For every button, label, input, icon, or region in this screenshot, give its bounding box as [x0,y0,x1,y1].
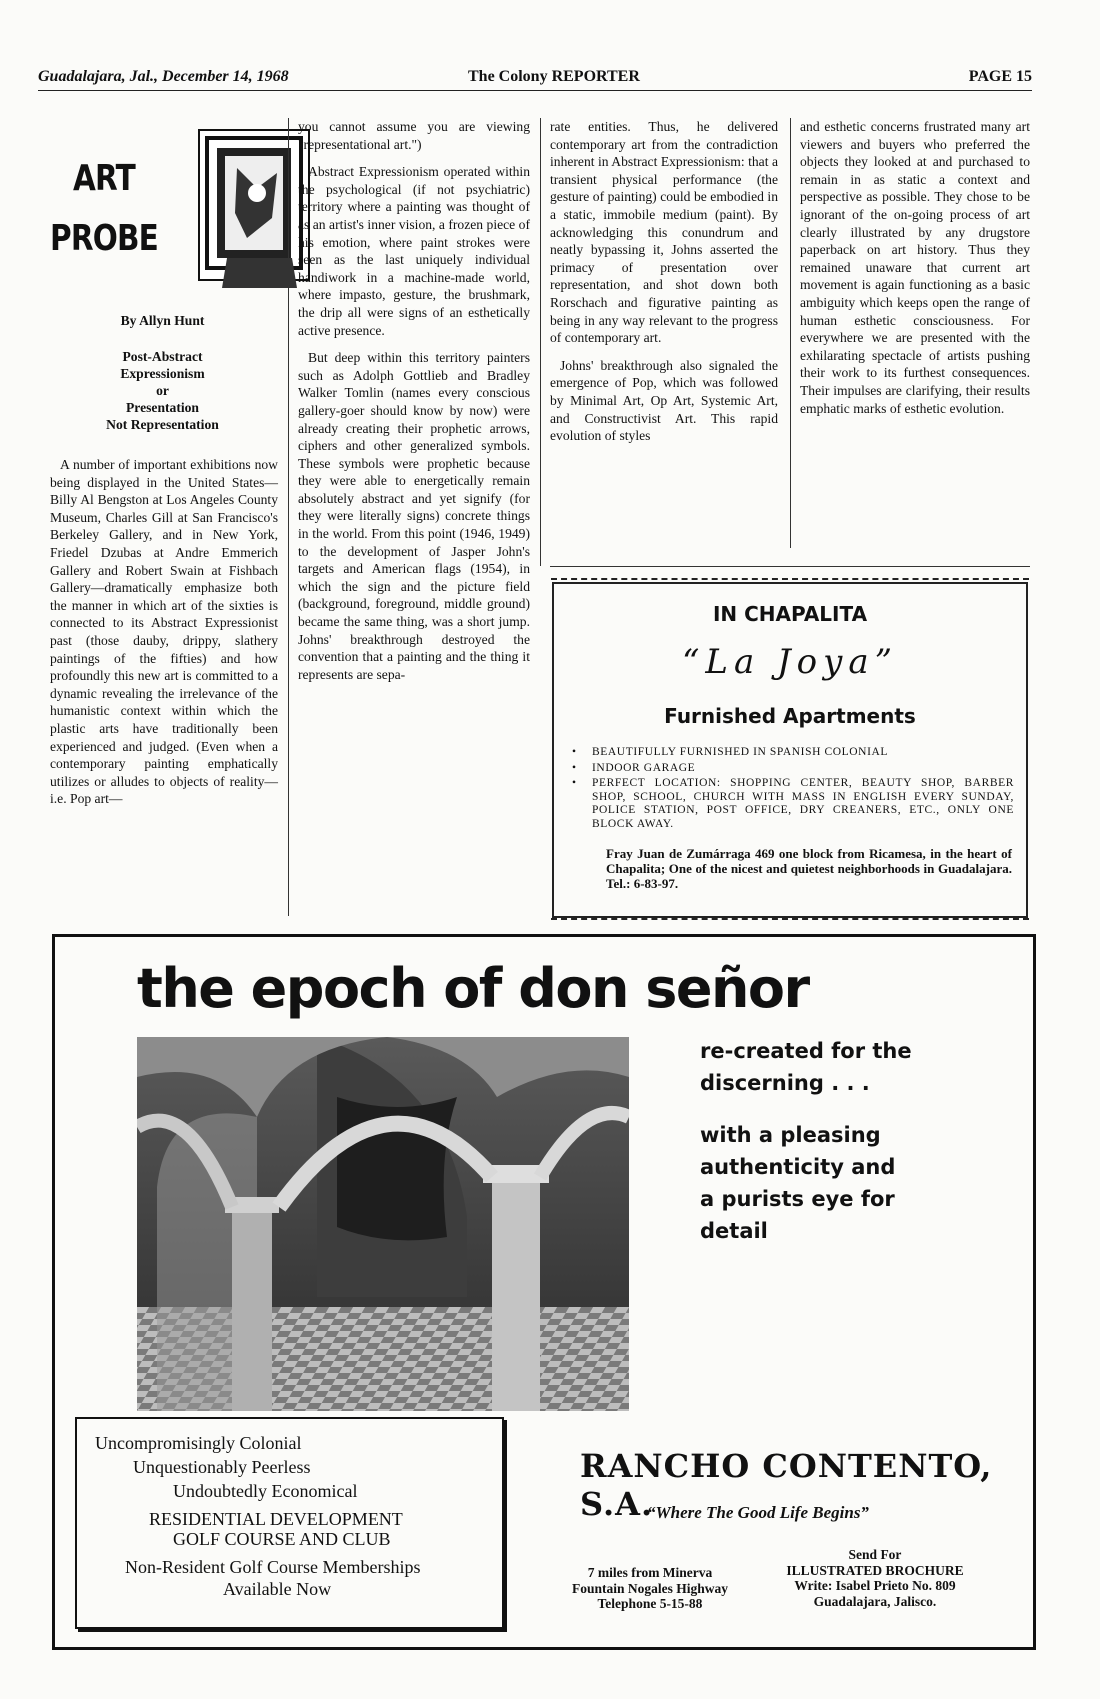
rancho-contento-ad [52,934,1036,1650]
column-rule [540,118,541,566]
paragraph: A number of important exhibitions now being displayed in the United States—Billy Al Bengston at Los Angeles County Museum, Charles Gill at San Francisco's Berkeley Gallery, and in New York, Friedel Dzubas at Andre Emmerich Gallery and Robert Swain at Fishbach Gallery—dramatically emphasize both the manner in which art of the sixties is connected to its Abstract Expressionist past (those dauby, drippy, slathery paintings of the fifties) and how profoundly this new art is committed to a dynamic revealing the irrelevance of the humanistic context within which the plastic arts have traditionally been experienced and judged. (Even when a contemporary painting emphatically utilizes or alludes to objects of reality—i.e. Pop art— [50,457,278,807]
subtitle-line: Post-Abstract [122,349,203,364]
ad-motto: “Where The Good Life Begins” [647,1503,869,1522]
paragraph: Johns' breakthrough also signaled the emergence of Pop, which was followed by Minimal Art, Op Art, Systemic Art, and Constructivist Art. This rapid evolution of styles [550,357,778,444]
subtitle-line: Not Representation [106,417,219,432]
article-column-3 [550,118,778,455]
paragraph: But deep within this territory painters such as Adolph Gottlieb and Bradley Walker Tomlin (names every conscious gallery-goer should know by now) were already creating their prophetic arrows, ciphers and other generalized symbols. These symbols were prophetic because they were able to energetically remain absolutely abstract and yet signify (for they were literally signs) concrete things in the world. From this point (1946, 1949) to the development of Jasper John's targets and American flags (1954), in which the sign and the picture field (background, foreground, middle ground) became the same thing, was a short jump. Johns' breakthrough destroyed the convention that a painting and the thing it represents are sepa- [298,350,530,682]
ad-brochure-info: Send For ILLUSTRATED BROCHURE Write: Isabel Prieto No. 809 Guadalajara, Jalisco. [786,1547,964,1609]
box-line: Available Now [223,1579,332,1599]
la-joya-ad [552,582,1028,918]
list-item: • PERFECT LOCATION: SHOPPING CENTER, BEAUTY SHOP, BARBER SHOP, SCHOOL, CHURCH WITH MASS IN ENGLISH EVERY SUNDAY, POLICE STATION, POST OFFICE, DRY CREANERS, ETC., ONLY ONE BLOCK AWAY. [572,777,1014,830]
subtitle-line: or [156,383,169,398]
dateline: Guadalajara, Jal., December 14, 1968 [38,68,289,85]
column-rule [288,118,289,916]
byline: By Allyn Hunt [120,313,205,328]
article-column-2 [298,118,530,693]
bullet-icon: • [572,777,577,790]
ad-brand-name: “La Joya” [682,642,898,682]
box-line: Non-Resident Golf Course Memberships [125,1557,421,1577]
subtitle-line: Expressionism [120,366,205,381]
page-number: PAGE 15 [968,68,1032,85]
wavy-border [551,918,1029,924]
tagline-2: with a pleasing authenticity and a purists eye for detail [700,1123,896,1243]
article-column-4 [800,118,1030,427]
paragraph: Abstract Expressionism operated within the psychological (if not psychiatric) territory where a painting was thought of as an artist's inner vision, a frozen piece of his emotion, where paint strokes were seen as the last uniquely individual handiwork in a machine-made world, where impasto, gesture, the brushmark, the drip all were signs of an esthetically active presence. [298,164,530,338]
list-item: • BEAUTIFULLY FURNISHED IN SPANISH COLONIAL [572,746,889,758]
list-item: • INDOOR GARAGE [572,761,696,774]
box-line: Undoubtedly Economical [173,1481,358,1501]
paragraph: rate entities. Thus, he delivered contemporary art from the contradiction inherent in Abstract Expressionism: that a transient physical performance (the gesture of painting) could be embodied in a static, immobile medium (paint). By acknowledging this conundrum and neatly bypassing it, Johns asserted the primacy of presentation over representation, and shot down both Rorschach and figurative painting as being in any way relevant to the progress of contemporary art. [550,119,778,346]
colonial-arches-photo [137,1037,629,1411]
ad-address: Fray Juan de Zumárraga 469 one block from Ricamesa, in the heart of Chapalita; One of the nicest and quietest neighborhoods in Guadalajara. Tel.: 6-83-97. [606,846,1012,891]
paper-name: The Colony REPORTER [468,68,640,85]
ad-headline: the epoch of don señor [137,957,809,1020]
column-rule [790,118,791,548]
subtitle-line: Presentation [126,400,199,415]
paragraph: you cannot assume you are viewing "representational art.") [298,119,530,152]
wavy-border [551,578,1029,584]
tagline-1: re-created for the discerning . . . [700,1039,912,1095]
rancho-contento-logo: RANCHO CONTENTO, S.A. [580,1447,993,1523]
paragraph: and esthetic concerns frustrated many art viewers and buyers who preferred the objects they looked at and purchased to remain in as static a context and perspective as possible. They chose to be ignorant of the on-going process of art clearly illustrated by any drugstore paperback on art history. Thus they remained unaware that current art movement is again functioning as a basic ambiguity which keeps open the range of human esthetic consciousness. For everywhere we are presented with the exhilarating spectacle of artists pushing their work to its furthest consequences. Their impulses are clarifying, their results emphatic marks of esthetic evolution. [800,119,1030,416]
kicker-probe: PROBE [50,218,159,259]
ad-bullet-list [568,746,1014,834]
article-column-1 [50,456,278,818]
section-rule [550,566,1030,567]
masthead [38,68,1032,91]
box-line: Unquestionably Peerless [133,1457,311,1477]
subtitle [40,348,285,433]
box-line: Uncompromisingly Colonial [95,1433,302,1453]
ad-heading: IN CHAPALITA [712,602,868,626]
kicker-art: ART [73,158,135,199]
ad-location: 7 miles from Minerva Fountain Nogales Highway Telephone 5-15-88 [571,1565,729,1611]
features-box [75,1417,504,1629]
ad-subheading: Furnished Apartments [664,704,916,728]
bullet-icon: • [572,746,577,758]
art-probe-heading [45,128,265,293]
box-line: RESIDENTIAL DEVELOPMENT [149,1509,403,1529]
bullet-icon: • [572,761,577,774]
box-line: GOLF COURSE AND CLUB [173,1529,391,1549]
